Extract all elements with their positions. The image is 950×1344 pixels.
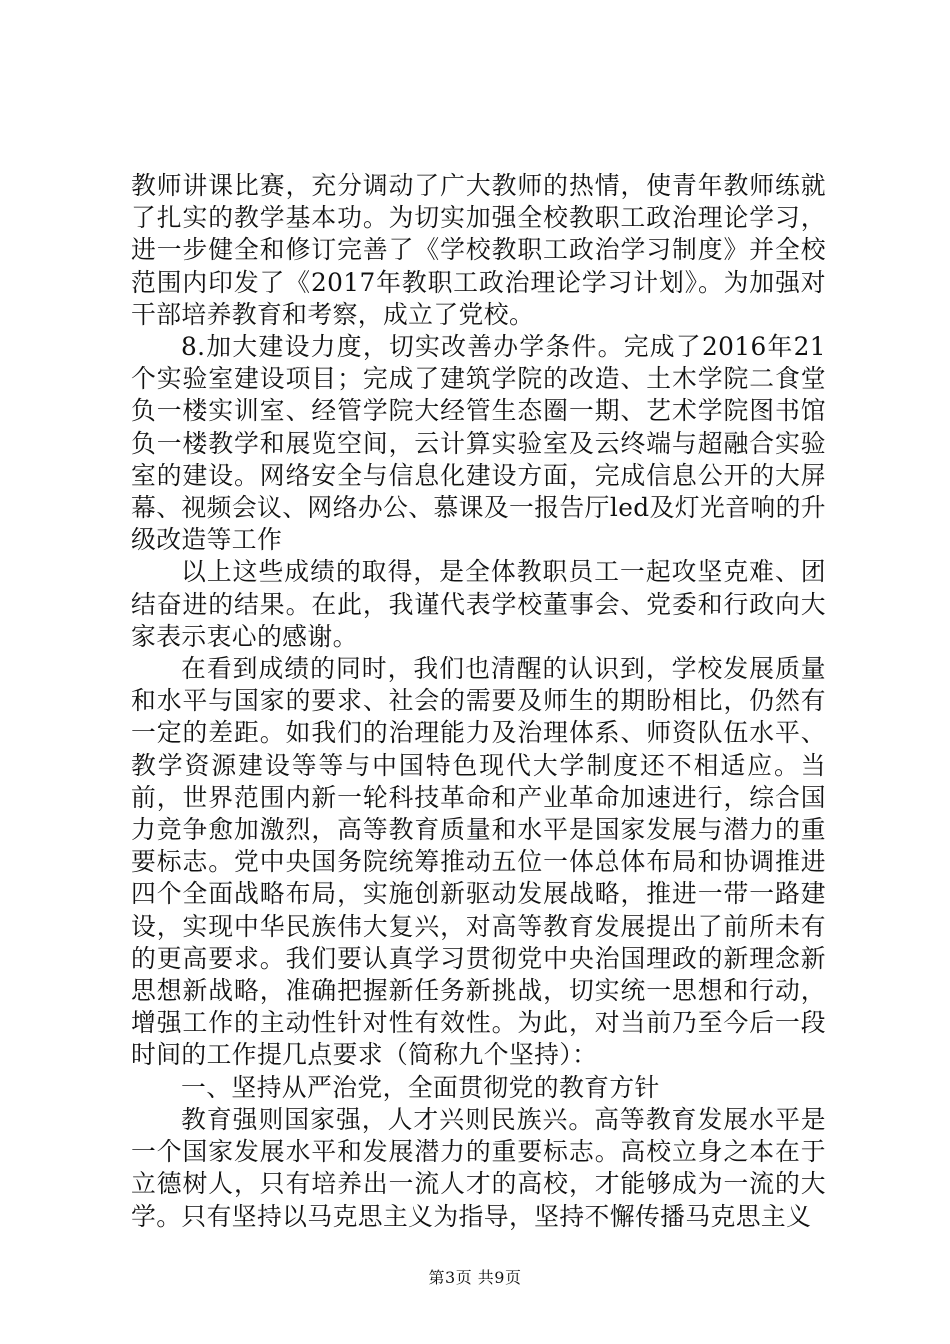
paragraph-gap: 在看到成绩的同时，我们也清醒的认识到，学校发展质量和水平与国家的要求、社会的需要及师生的期盼相比，仍然有一定的差距。如我们的治理能力及治理体系、师资队伍水平、教学资源建设等等与中国特色现代大学制度还不相适应。当前，世界范围内新一轮科技革命和产业革命加速进行，综合国力竞争愈加激烈，高等教育质量和水平是国家发展与潜力的重要标志。党中央国务院统筹推动五位一体总体布局和协调推进四个全面战略布局，实施创新驱动发展战略，推进一带一路建设，实现中华民族伟大复兴，对高等教育发展提出了前所未有的更高要求。我们要认真学习贯彻党中央治国理政的新理念新思想新战略，准确把握新任务新挑战，切实统一思想和行动，增强工作的主动性针对性有效性。为此，对当前乃至今后一段时间的工作提几点要求（简称九个坚持）： bbox=[131, 654, 826, 1070]
page-footer: 第3页 共9页 bbox=[428, 1268, 522, 1287]
paragraph-continued: 教师讲课比赛，充分调动了广大教师的热情，使青年教师练就了扎实的教学基本功。为切实加强全校教职工政治理论学习，进一步健全和修订完善了《学校教职工政治学习制度》并全校范围内印发了《2017年教职工政治理论学习计划》。为加强对干部培养教育和考察，成立了党校。 bbox=[131, 171, 826, 329]
section-heading-1: 一、坚持从严治党，全面贯彻党的教育方针 bbox=[181, 1072, 660, 1102]
body-text bbox=[131, 170, 826, 1233]
paragraph-item-8: 8.加大建设力度，切实改善办学条件。完成了2016年21个实验室建设项目；完成了建筑学院的改造、土木学院二食堂负一楼实训室、经管学院大经管生态圈一期、艺术学院图书馆负一楼教学和展览空间，云计算实验室及云终端与超融合实验室的建设。网络安全与信息化建设方面，完成信息公开的大屏幕、视频会议、网络办公、慕课及一报告厅led及灯光音响的升级改造等工作 bbox=[131, 332, 826, 555]
paragraph-education: 教育强则国家强，人才兴则民族兴。高等教育发展水平是一个国家发展水平和发展潜力的重要标志。高校立身之本在于立德树人，只有培养出一流人才的高校，才能够成为一流的大学。只有坚持以马克思主义为指导，坚持不懈传播马克思主义 bbox=[131, 1104, 826, 1231]
paragraph-thanks: 以上这些成绩的取得，是全体教职员工一起攻坚克难、团结奋进的结果。在此，我谨代表学校董事会、党委和行政向大家表示衷心的感谢。 bbox=[131, 557, 826, 651]
